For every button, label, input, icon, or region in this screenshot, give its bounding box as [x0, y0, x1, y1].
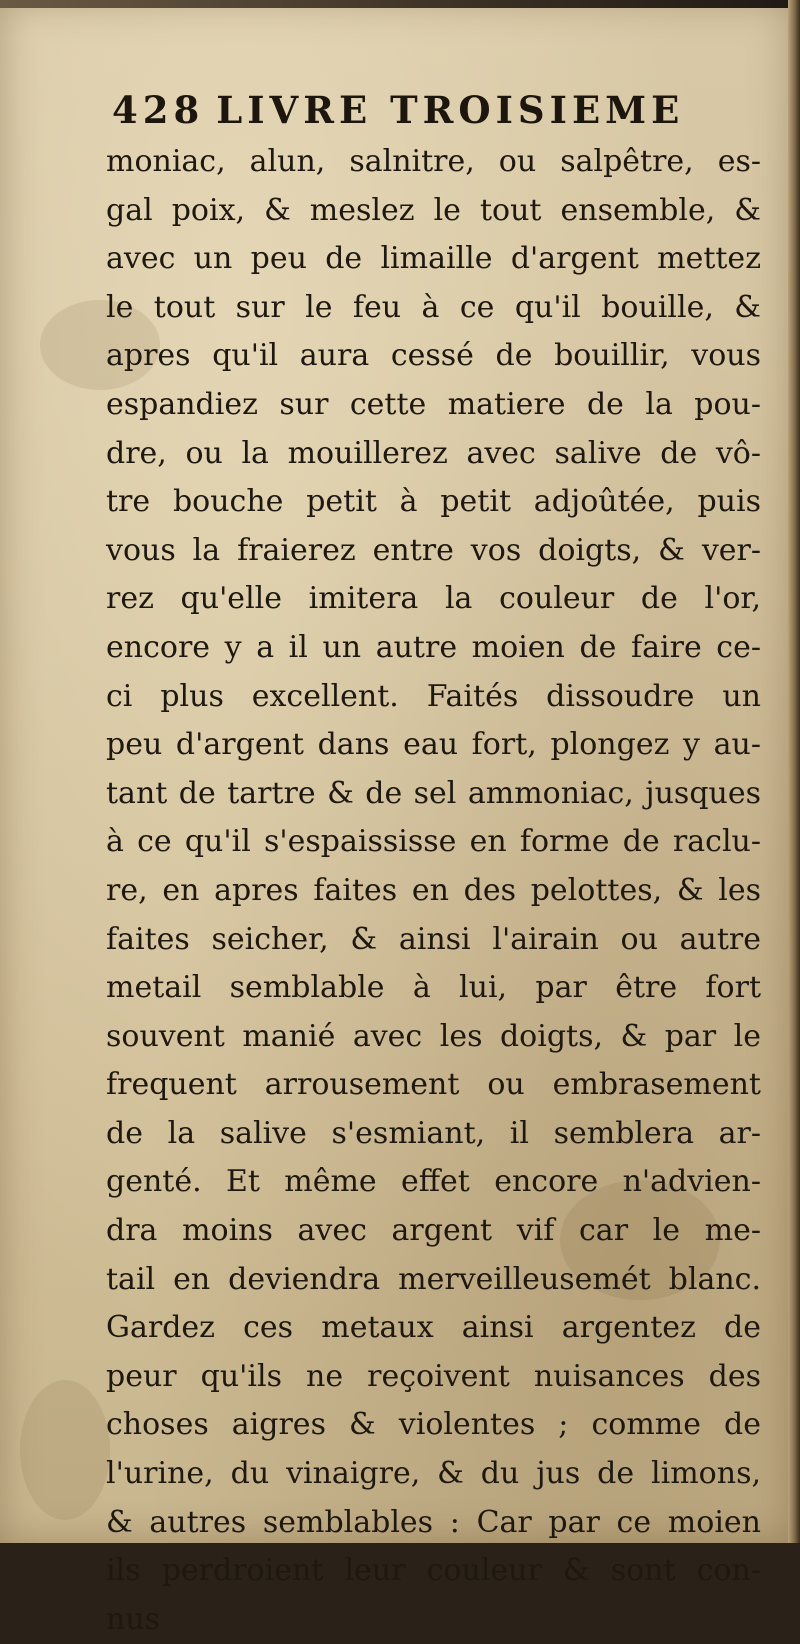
text-line: espandiez sur cette matiere de la pou- [106, 386, 761, 422]
text-line: tre bouche petit à petit adjoûtée, puis [106, 484, 761, 520]
text-line: rez qu'elle imitera la couleur de l'or, [106, 581, 761, 617]
text-line: à ce qu'il s'espaississe en forme de raclu- [106, 824, 761, 860]
text-line: l'urine, du vinaigre, & du jus de limons, [106, 1456, 761, 1492]
text-line: peu d'argent dans eau fort, plongez y au- [106, 727, 761, 763]
page-right-edge [788, 0, 800, 1543]
text-line: encore y a il un autre moien de faire ce- [106, 629, 761, 665]
text-line: de la salive s'esmiant, il semblera ar- [106, 1115, 761, 1151]
text-line: frequent arrousement ou embrasement [106, 1067, 761, 1103]
body-text [106, 138, 761, 1644]
text-line: genté. Et même effet encore n'advien- [106, 1164, 761, 1200]
text-line: moniac, alun, salnitre, ou salpêtre, es- [106, 144, 761, 179]
text-line: tant de tartre & de sel ammoniac, jusques [106, 775, 761, 811]
text-line: metail semblable à lui, par être fort [106, 970, 761, 1006]
text-line: re, en apres faites en des pelottes, & les [106, 872, 761, 908]
page-number: 428 [112, 88, 205, 132]
text-line: faites seicher, & ainsi l'airain ou autre [106, 921, 761, 957]
text-line: ci plus excellent. Faités dissoudre un [106, 678, 761, 714]
text-line: gal poix, & meslez le tout ensemble, & [106, 192, 761, 228]
text-line: le tout sur le feu à ce qu'il bouille, & [106, 289, 761, 325]
text-line: ils perdroient leur couleur & sont con- [106, 1553, 761, 1589]
text-line: vous la fraierez entre vos doigts, & ver- [106, 532, 761, 568]
text-line: Gardez ces metaux ainsi argentez de [106, 1310, 761, 1346]
text-line: tail en deviendra merveilleusemét blanc. [106, 1261, 761, 1297]
text-line: dra moins avec argent vif car le me- [106, 1213, 761, 1249]
paper-stain [20, 1380, 110, 1520]
text-line: peur qu'ils ne reçoivent nuisances des [106, 1358, 761, 1394]
text-line: avec un peu de limaille d'argent mettez [106, 241, 761, 277]
text-line: apres qu'il aura cessé de bouillir, vous [106, 338, 761, 374]
text-line: dre, ou la mouillerez avec salive de vô- [106, 435, 761, 471]
running-head [112, 88, 684, 132]
text-line: souvent manié avec les doigts, & par le [106, 1018, 761, 1054]
catchword: nus [106, 1601, 161, 1637]
text-line: choses aigres & violentes ; comme de [106, 1407, 761, 1443]
chapter-title: LIVRE TROISIEME [216, 88, 685, 132]
page-top-edge [0, 0, 800, 8]
text-line: & autres semblables : Car par ce moien [106, 1504, 761, 1540]
